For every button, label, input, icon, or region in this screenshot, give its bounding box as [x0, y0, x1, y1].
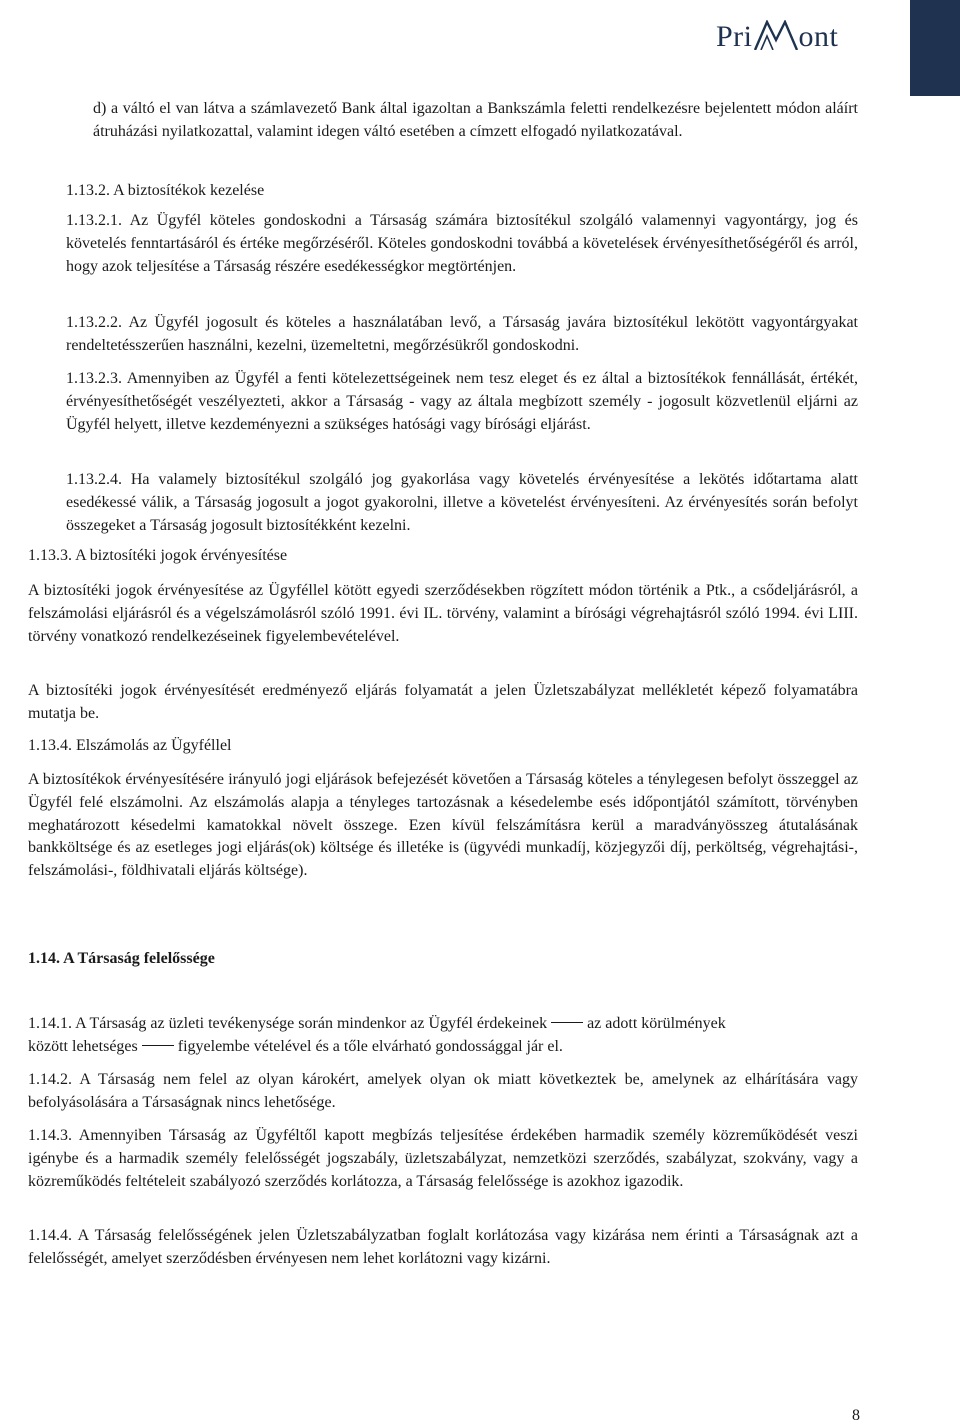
primont-logo: [716, 20, 866, 60]
em-dash: [551, 1022, 583, 1023]
paragraph-1-14-1-part-a: 1.14.1. A Társaság az üzleti tevékenysége során mindenkor az Ügyfél érdekeinek: [28, 1015, 548, 1032]
paragraph-1-14-2: 1.14.2. A Társaság nem felel az olyan károkért, amelyek olyan ok miatt következtek be, amelynek az elhárítására vagy befolyásolására a Társaságnak nincs lehetősége.: [28, 1071, 858, 1111]
heading-1-13-4: 1.13.4. Elszámolás az Ügyféllel: [28, 737, 232, 754]
em-dash: [142, 1045, 174, 1046]
paragraph-1-14-1-part-c: között lehetséges: [28, 1037, 138, 1055]
paragraph-1-13-2-2: 1.13.2.2. Az Ügyfél jogosult és köteles a használatában levő, a Társaság javára biztosítékul lekötött vagyontárgyakat rendeltetésszerűen használni, kezelni, üzemeltetni, megőrzésükről gondoskodni.: [66, 314, 858, 354]
heading-1-13-2: 1.13.2. A biztosítékok kezelése: [66, 182, 265, 199]
corner-tab: [910, 0, 960, 96]
paragraph-1-13-3-a: A biztosítéki jogok érvényesítése az Ügyféllel kötött egyedi szerződésekben rögzített módon történik a Ptk., a csődeljárásról, a felszámolási eljárásról és a végelszámolásról szóló 1991. évi IL. törvény, valamint a bírósági végrehajtásról szóló 1994. évi LIII. törvény vonatkozó rendelkezéseinek figyelembevételével.: [28, 582, 858, 645]
paragraph-1-14-1-part-b: az adott körülmények: [587, 1015, 726, 1032]
paragraph-1-13-3-b: A biztosítéki jogok érvényesítését eredményező eljárás folyamatát a jelen Üzletszabályzat mellékletét képező folyamatábra mutatja be.: [28, 682, 858, 722]
paragraph-1-13-2-3: 1.13.2.3. Amennyiben az Ügyfél a fenti kötelezettségeinek nem tesz eleget és ez által a biztosítékok fennállását, értékét, érvényesíthetőségét veszélyezteti, akkor a Társaság - vagy az általa megbízott személy - jogosult közvetlenül eljárni az Ügyfél helyett, illetve kezdeményezni a szükséges hatósági vagy bírósági eljárást.: [66, 370, 858, 433]
page-number: 8: [852, 1407, 860, 1424]
paragraph-1-14-4: 1.14.4. A Társaság felelősségének jelen Üzletszabályzatban foglalt korlátozása vagy kizárása nem érinti a Társaságnak azt a felelősségét, amelyet szerződésben érvényesen nem lehet korlátozni vagy kizárni.: [28, 1227, 858, 1267]
paragraph-1-13-2-1: 1.13.2.1. Az Ügyfél köteles gondoskodni a Társaság számára biztosítékul szolgáló valamennyi vagyontárgy, jog és követelés fenntartásáról és értéke megőrzéséről. Köteles gondoskodni továbbá a követelések érvényesíthetőségéről és arról, hogy azok teljesítése a Társaság részére esedékességkor megtörténjen.: [66, 212, 858, 275]
paragraph-1-13-2-4: 1.13.2.4. Ha valamely biztosítékul szolgáló jog gyakorlása vagy követelés érvényesítése a lekötés időtartama alatt esedékessé válik, a Társaság jogosult a jogot gyakorolni, illetve a követelést érvényesíteni. Az érvényesítés során befolyt összegeket a Társaság jogosult biztosítékként kezelni.: [66, 471, 858, 534]
heading-1-13-3: 1.13.3. A biztosítéki jogok érvényesítése: [28, 547, 288, 564]
logo-m-mark-icon: [753, 20, 799, 50]
paragraph-1-14-1-part-d: figyelembe vételével és a tőle elvárható gondossággal jár el.: [177, 1037, 563, 1055]
logo-text-left: Pri: [716, 20, 753, 53]
paragraph-d: d) a váltó el van látva a számlavezető Bank által igazoltan a Bankszámla feletti rendelkezésre bejelentett módon aláírt átruházási nyilatkozattal, valamint idegen váltó esetében a címzett elfogadó nyilatkozatával.: [93, 100, 858, 140]
paragraph-1-13-4: A biztosítékok érvényesítésére irányuló jogi eljárások befejezését követően a Társaság köteles a ténylegesen befolyt összeggel az Ügyfél felé elszámolni. Az elszámolás alapja a tényleges tartozásnak a késedelembe esés időpontjától számított, törvényben meghatározott késedelmi kamatokkal növelt összege. Ezen kívül felszámításra kerül a maradványösszeg átutalásának bankköltsége és az esetleges jogi eljárás(ok) költsége és illetéke is (ügyvédi munkadíj, közjegyzői díj, perköltség, végrehajtási-, felszámolási-, földhivatali eljárás költsége).: [28, 771, 858, 880]
paragraph-1-14-3: 1.14.3. Amennyiben Társaság az Ügyféltől kapott megbízás teljesítése érdekében harmadik személy közreműködését veszi igénybe és a harmadik személy felelősségét jogszabály, üzletszabályzat, nemzetközi szerződés, szabályzat, szokvány, vagy a közreműködés feltételeit szabályozó szerződés korlátozza, a Társaság felelőssége is azokhoz igazodik.: [28, 1127, 858, 1190]
paragraph-1-14-1: [28, 1013, 858, 1059]
heading-1-14: 1.14. A Társaság felelőssége: [28, 950, 215, 967]
logo-text-right: ont: [798, 20, 839, 53]
